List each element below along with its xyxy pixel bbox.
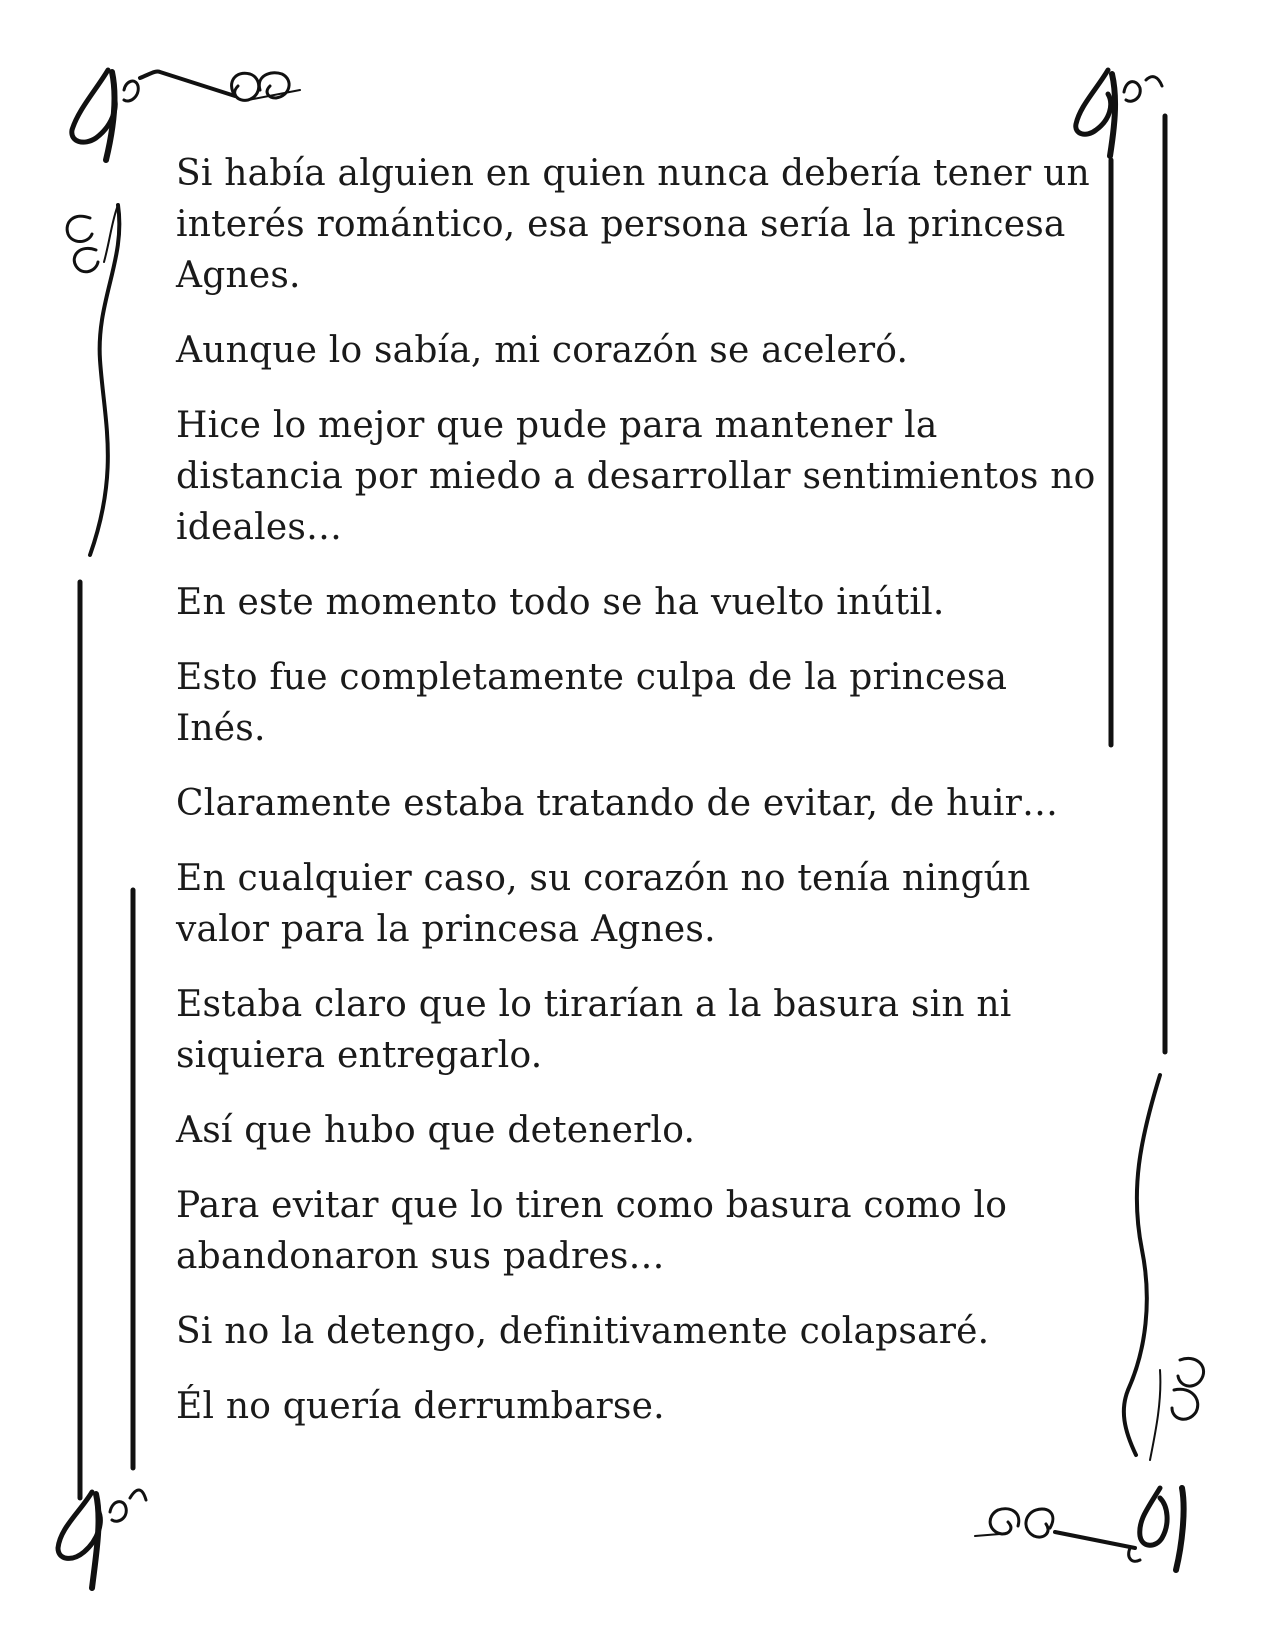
story-text — [176, 148, 1096, 1456]
paragraph: Hice lo mejor que pude para mantener la distancia por miedo a desarrollar sentimientos no ideales… — [176, 405, 1096, 548]
top-right-flourish-icon — [1076, 70, 1162, 156]
paragraph: Si había alguien en quien nunca debería tener un interés romántico, esa persona sería la princesa Agnes. — [176, 153, 1090, 296]
paragraph: Claramente estaba tratando de evitar, de huir… — [176, 783, 1059, 824]
paragraph: En este momento todo se ha vuelto inútil. — [176, 582, 945, 623]
paragraph: Para evitar que lo tiren como basura como lo abandonaron sus padres… — [176, 1185, 1008, 1277]
paragraph: Así que hubo que detenerlo. — [176, 1110, 696, 1151]
paragraph: En cualquier caso, su corazón no tenía ningún valor para la princesa Agnes. — [176, 858, 1031, 950]
paragraph: Estaba claro que lo tirarían a la basura sin ni siquiera entregarlo. — [176, 984, 1012, 1076]
paragraph: Si no la detengo, definitivamente colapsaré. — [176, 1311, 990, 1352]
paragraph: Aunque lo sabía, mi corazón se aceleró. — [176, 330, 909, 371]
paragraph: Esto fue completamente culpa de la princesa Inés. — [176, 657, 1008, 749]
paragraph: Él no quería derrumbarse. — [176, 1386, 665, 1427]
bottom-left-flourish-icon — [58, 1490, 146, 1588]
